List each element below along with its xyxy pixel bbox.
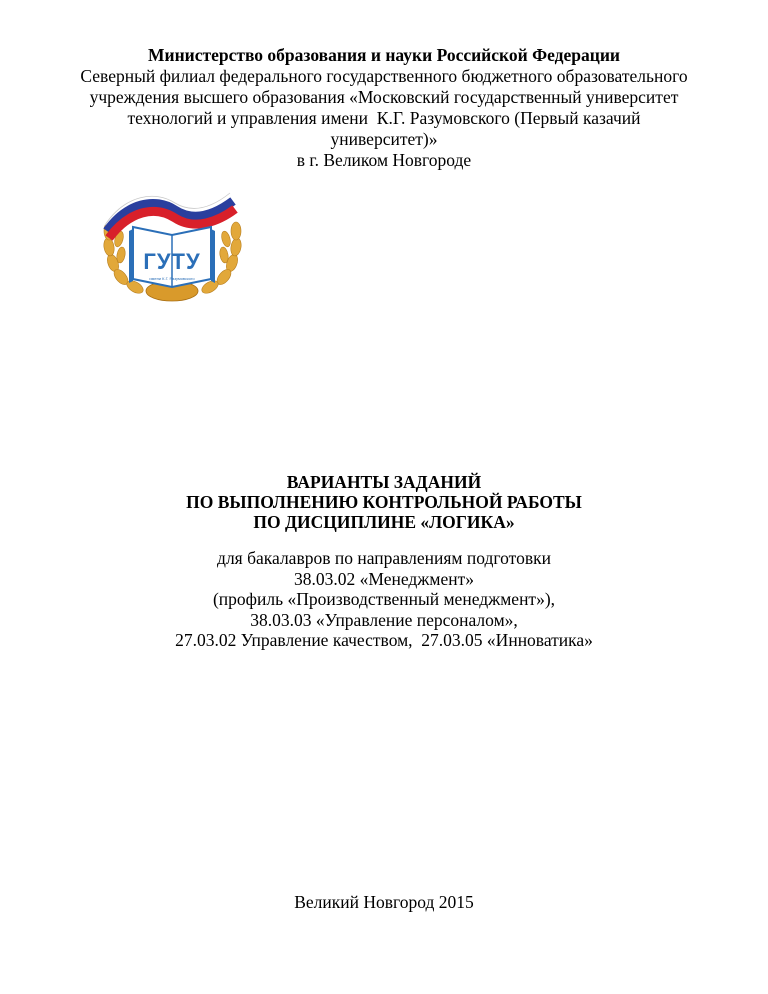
footer-place-year: Великий Новгород 2015 (294, 892, 474, 912)
title-line-3: ПО ДИСЦИПЛИНЕ «ЛОГИКА» (253, 512, 515, 532)
university-emblem-icon (95, 185, 250, 303)
programs-info (60, 548, 708, 651)
header-line-2: учреждения высшего образования «Московский государственный университет (89, 87, 679, 107)
header-line-3: технологий и управления имени К.Г. Разумовского (Первый казачий (127, 108, 641, 128)
header-line-1: Северный филиал федерального государственного бюджетного образовательного (80, 66, 688, 86)
info-line-1: для бакалавров по направлениям подготовки (217, 548, 551, 568)
info-line-4: 38.03.03 «Управление персоналом», (250, 609, 518, 630)
emblem-subtext: имени К.Г. Разумовского (149, 276, 195, 281)
header-block (60, 45, 708, 171)
info-line-2: 38.03.02 «Менеджмент» (294, 568, 474, 589)
info-line-5: 27.03.02 Управление качеством, 27.03.05 «Инноватика» (175, 630, 593, 650)
header-line-4: университет)» (330, 129, 438, 149)
info-line-3: (профиль «Производственный менеджмент»), (212, 589, 556, 609)
document-title (60, 472, 708, 532)
header-line-5: в г. Великом Новгороде (296, 150, 472, 170)
title-line-2: ПО ВЫПОЛНЕНИЮ КОНТРОЛЬНОЙ РАБОТЫ (186, 492, 582, 512)
ministry-title: Министерство образования и науки Российской Федерации (147, 45, 621, 65)
emblem-letters: ГУТУ (143, 249, 201, 274)
title-line-1: ВАРИАНТЫ ЗАДАНИЙ (286, 472, 482, 492)
